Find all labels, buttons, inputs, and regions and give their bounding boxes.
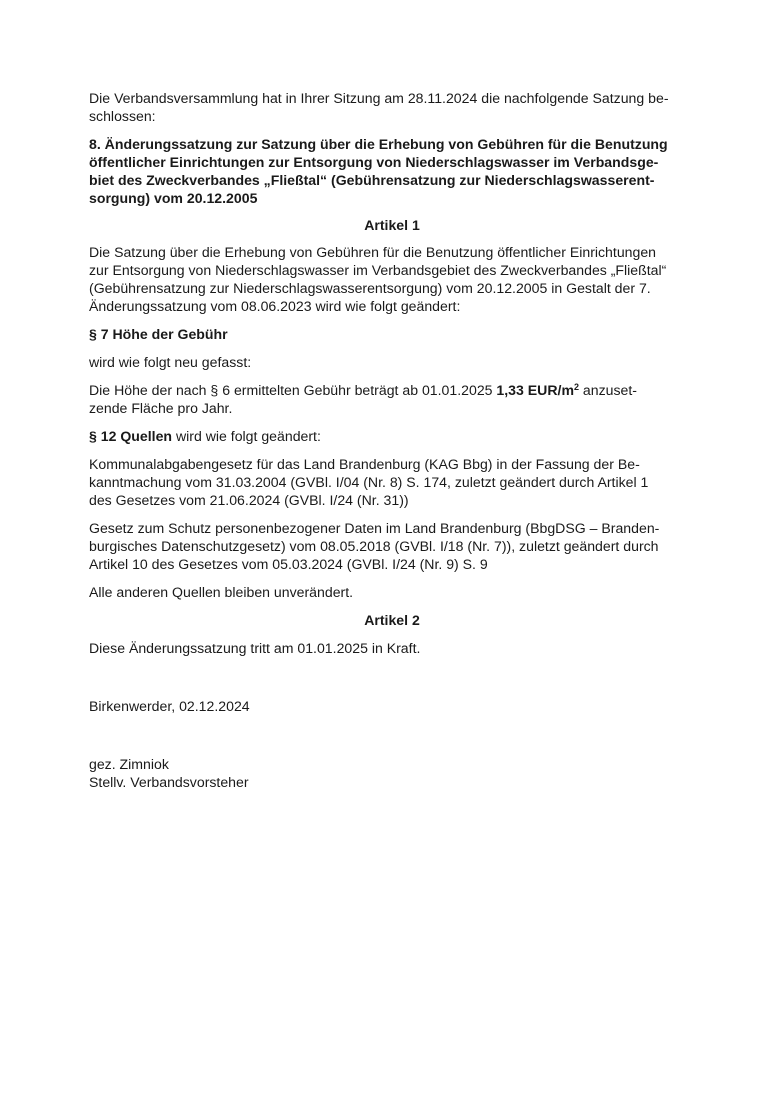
document-title: 8. Änderungssatzung zur Satzung über die Erhebung von Gebühren für die Benutzung öffentlicher Einrichtungen zur Entsorgung von Niederschlagswasser im Verbandsge- biet des Zweckverbandes „Fließtal“ (Gebührensatzung zur Niederschlagswasserent- sorgung) vom 20.12.2005 <box>89 136 668 206</box>
artikel-2-heading: Artikel 2 <box>364 612 420 628</box>
artikel-2-text: Diese Änderungssatzung tritt am 01.01.2025 in Kraft. <box>89 640 421 656</box>
fee-value: 1,33 EUR/$m^2$ <box>496 382 579 398</box>
signature-role: Stellv. Verbandsvorsteher <box>89 774 249 790</box>
intro-paragraph: Die Verbandsversammlung hat in Ihrer Sitzung am 28.11.2024 die nachfolgende Satzung be- schlossen: <box>89 90 669 124</box>
document-page <box>89 89 695 791</box>
artikel-1-heading: Artikel 1 <box>364 217 420 233</box>
other-sources-text: Alle anderen Quellen bleiben unverändert. <box>89 584 354 600</box>
place-date: Birkenwerder, 02.12.2024 <box>89 698 250 714</box>
fee-paragraph: Die Höhe der nach § 6 ermittelten Gebühr beträgt ab 01.01.2025 1,33 EUR/$m^2$ anzuset- zende Fläche pro Jahr. <box>89 382 637 416</box>
section-7-heading: § 7 Höhe der Gebühr <box>89 326 228 342</box>
source-kag: Kommunalabgabengesetz für das Land Brandenburg (KAG Bbg) in der Fassung der Be- kanntmachung vom 31.03.2004 (GVBl. I/04 (Nr. 8) S. 174, zuletzt geändert durch Artikel 1 des Gesetzes vom 21.06.2024 (GVBl. I/24 (Nr. 31)) <box>89 456 649 508</box>
signature-block <box>89 755 695 791</box>
artikel-1-text: Die Satzung über die Erhebung von Gebühren für die Benutzung öffentlicher Einrichtungen zur Entsorgung von Niederschlagswasser im Verbandsgebiet des Zweckverbandes „Fließtal“ (Gebührensatzung zur Niederschlagswasserentsorgung) vom 20.12.2005 in Gestalt der 7. Änderungssatzung vom 08.06.2023 wird wie folgt geändert: <box>89 244 667 314</box>
section-12-heading: § 12 Quellen wird wie folgt geändert: <box>89 428 321 444</box>
source-dsg: Gesetz zum Schutz personenbezogener Daten im Land Brandenburg (BbgDSG – Branden- burgisches Datenschutzgesetz) vom 08.05.2018 (GVBl. I/18 (Nr. 7)), zuletzt geändert durch Artikel 10 des Gesetzes vom 05.03.2024 (GVBl. I/24 (Nr. 9) S. 9 <box>89 520 660 572</box>
signature-name: gez. Zimniok <box>89 756 169 772</box>
section-7-text: wird wie folgt neu gefasst: <box>89 354 252 370</box>
